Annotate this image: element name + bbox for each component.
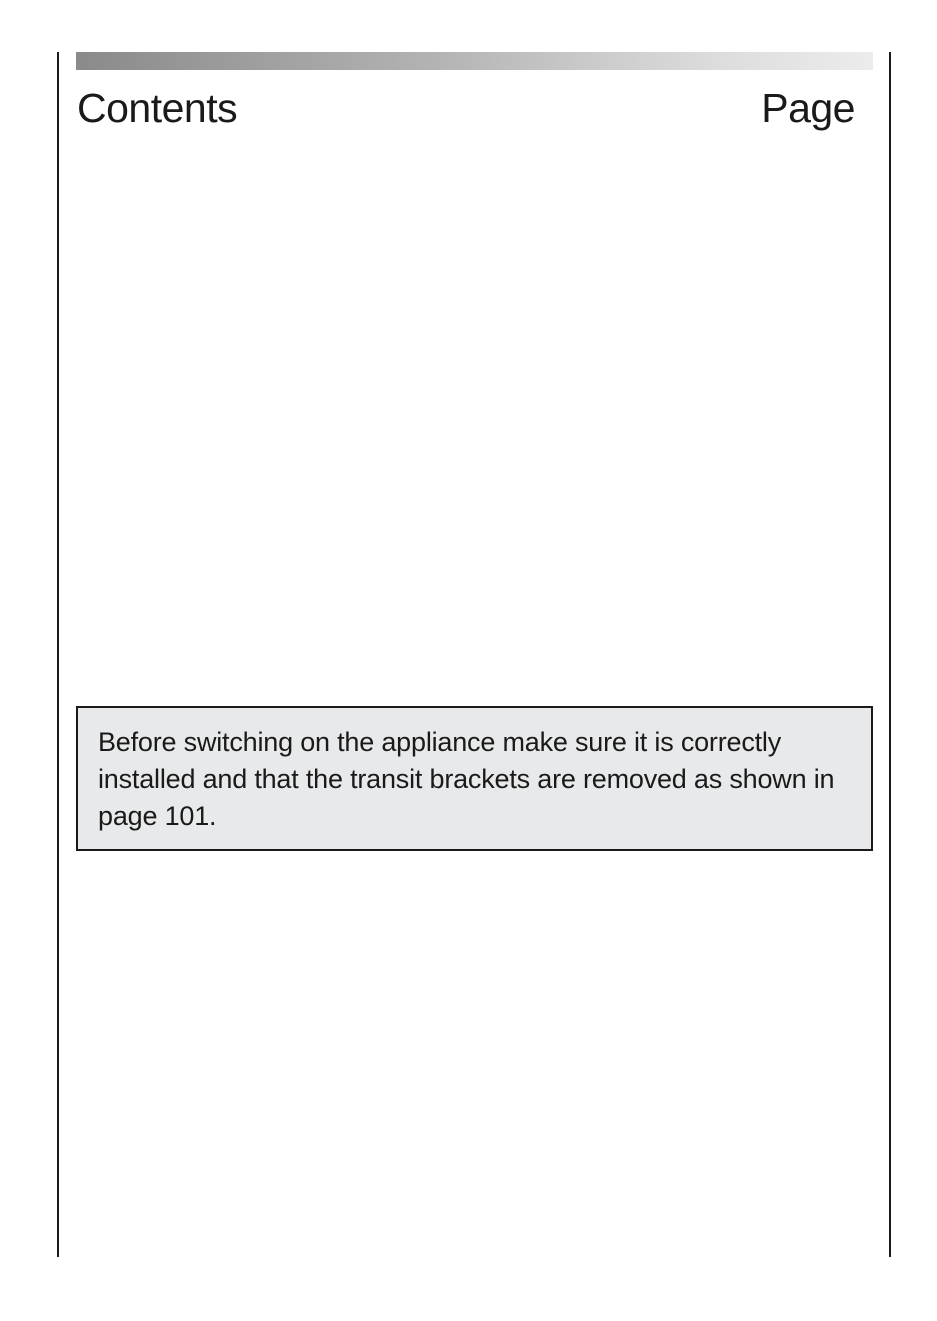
page-column-heading: Page [761, 85, 855, 131]
header-gradient-bar [76, 52, 873, 70]
contents-heading: Contents [77, 85, 238, 131]
installation-notice-box [76, 706, 873, 851]
left-margin-rule [57, 52, 59, 1257]
right-margin-rule [889, 52, 891, 1257]
installation-notice-text: Before switching on the appliance make sure it is correctly installed and that the transit brackets are removed as shown in page 101. [98, 727, 835, 831]
